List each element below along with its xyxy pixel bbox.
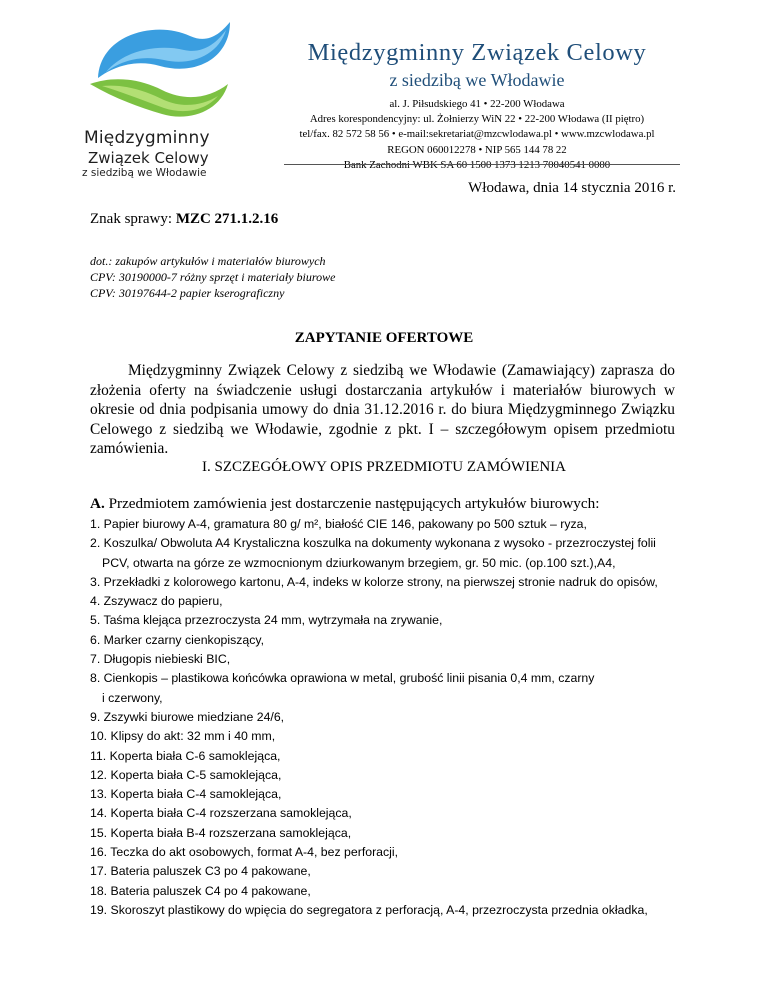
bank-account-line: Bank Zachodni WBK SA 60 1500 1373 1213 70040541 0000 xyxy=(343,158,611,171)
meta-line: CPV: 30190000-7 różny sprzęt i materiały biurowe xyxy=(90,270,336,284)
section-lead xyxy=(90,495,599,513)
letterhead xyxy=(282,38,672,173)
list-item xyxy=(90,708,690,727)
list-item-continuation: i czerwony, xyxy=(102,690,163,705)
correspondence-address-line: Adres korespondencyjny: ul. Żołnierzy WiN 22 • 22-200 Włodawa (II piętro) xyxy=(309,113,645,126)
list-item-text: 3. Przekładki z kolorowego kartonu, A-4, indeks w kolorze strony, na pierwszej stronie nadruk do opisów, xyxy=(90,574,658,589)
list-item xyxy=(90,747,690,766)
list-item xyxy=(90,862,690,881)
list-item xyxy=(90,727,690,746)
list-item xyxy=(90,669,690,708)
list-item-text: 17. Bateria paluszek C3 po 4 pakowane, xyxy=(90,864,311,879)
list-item xyxy=(90,515,690,534)
lead-text: Przedmiotem zamówienia jest dostarczenie następujących artykułów biurowych: xyxy=(108,495,600,512)
list-item-text: 18. Bateria paluszek C4 po 4 pakowane, xyxy=(90,883,311,898)
list-item xyxy=(90,573,690,592)
regon-nip-line: REGON 060012278 • NIP 565 144 78 22 xyxy=(387,143,567,156)
list-item xyxy=(90,785,690,804)
list-item-text: 4. Zszywacz do papieru, xyxy=(90,594,223,609)
address-line: al. J. Piłsudskiego 41 • 22-200 Włodawa xyxy=(389,98,565,110)
document-title: ZAPYTANIE OFERTOWE xyxy=(294,330,474,346)
list-item xyxy=(90,650,690,669)
intro-paragraph: Międzygminny Związek Celowy z siedzibą we Włodawie (Zamawiający) zaprasza do złożenia oferty na świadczenie usługi dostarczania artykułów i materiałów biurowych w okresie od dnia podpisania umowy do dnia 31.12.2016 r. do biura Międzygminnego Związku Celowego z siedzibą we Włodawie, zgodnie z pkt. I – szczegółowym opisem przedmiotu zamówienia. xyxy=(90,362,675,458)
list-item xyxy=(90,534,690,573)
list-item xyxy=(90,901,690,920)
list-item xyxy=(90,766,690,785)
list-item-text: 7. Długopis niebieski BIC, xyxy=(90,652,231,667)
list-item-text: 9. Zszywki biurowe miedziane 24/6, xyxy=(90,709,285,724)
logo-waves-icon xyxy=(78,14,248,126)
list-item-text: 8. Cienkopis – plastikowa końcówka oprawiona w metal, grubość linii pisania 0,4 mm, czarny xyxy=(90,671,595,686)
list-item-text: 2. Koszulka/ Obwoluta A4 Krystaliczna koszulka na dokumenty wykonana z wysoko - przezroczystej folii xyxy=(90,536,656,551)
letterhead-divider xyxy=(284,164,680,165)
logo-text-line3: z siedzibą we Włodawie xyxy=(82,167,207,179)
list-item-text: 5. Taśma klejąca przezroczysta 24 mm, wytrzymała na zrywanie, xyxy=(90,613,443,628)
list-item-text: 15. Koperta biała B-4 rozszerzana samoklejąca, xyxy=(90,825,352,840)
contact-line: tel/fax. 82 572 58 56 • e-mail:sekretariat@mzcwlodawa.pl • www.mzcwlodawa.pl xyxy=(299,128,655,141)
list-item-text: 13. Koperta biała C-4 samoklejąca, xyxy=(90,787,282,802)
list-item-text: 10. Klipsy do akt: 32 mm i 40 mm, xyxy=(90,729,276,744)
organization-logo xyxy=(78,14,248,179)
list-item-text: 16. Teczka do akt osobowych, format A-4, bez perforacji, xyxy=(90,845,399,860)
case-reference-value: MZC 271.1.2.16 xyxy=(175,211,279,227)
items-list xyxy=(90,515,690,920)
list-item-text: 1. Papier biurowy A-4, gramatura 80 g/ m², białość CIE 146, pakowany po 500 sztuk – ryza, xyxy=(90,517,587,531)
list-item xyxy=(90,882,690,901)
organization-name: Międzygminny Związek Celowy xyxy=(307,39,647,66)
list-item xyxy=(90,804,690,823)
organization-subname: z siedzibą we Włodawie xyxy=(389,70,565,90)
list-item xyxy=(90,824,690,843)
logo-text-line2: Związek Celowy xyxy=(88,149,209,167)
section-heading: I. SZCZEGÓŁOWY OPIS PRZEDMIOTU ZAMÓWIENIA xyxy=(202,459,566,475)
list-item xyxy=(90,631,690,650)
list-item-text: 11. Koperta biała C-6 samoklejąca, xyxy=(90,748,281,763)
list-item-text: 12. Koperta biała C-5 samoklejąca, xyxy=(90,767,282,782)
list-item-continuation: PCV, otwarta na górze ze wzmocnionym dziurkowanym brzegiem, gr. 50 mic. (op.100 szt.),A4, xyxy=(102,555,616,570)
subject-meta xyxy=(90,253,335,301)
case-reference xyxy=(90,211,278,228)
case-reference-label: Znak sprawy: xyxy=(90,211,173,227)
meta-line: dot.: zakupów artykułów i materiałów biurowych xyxy=(90,254,326,268)
list-item-text: 19. Skoroszyt plastikowy do wpięcia do segregatora z perforacją, A-4, przezroczysta przednia okładka, xyxy=(90,902,648,917)
place-and-date: Włodawa, dnia 14 stycznia 2016 r. xyxy=(468,180,676,196)
list-item xyxy=(90,843,690,862)
list-item-text: 14. Koperta biała C-4 rozszerzana samoklejąca, xyxy=(90,806,352,821)
logo-text-line1: Międzygminny xyxy=(84,128,210,148)
meta-line: CPV: 30197644-2 papier kserograficzny xyxy=(90,286,285,300)
list-item xyxy=(90,592,690,611)
list-item xyxy=(90,611,690,630)
lead-marker: A. xyxy=(90,495,105,512)
list-item-text: 6. Marker czarny cienkopiszący, xyxy=(90,632,265,647)
